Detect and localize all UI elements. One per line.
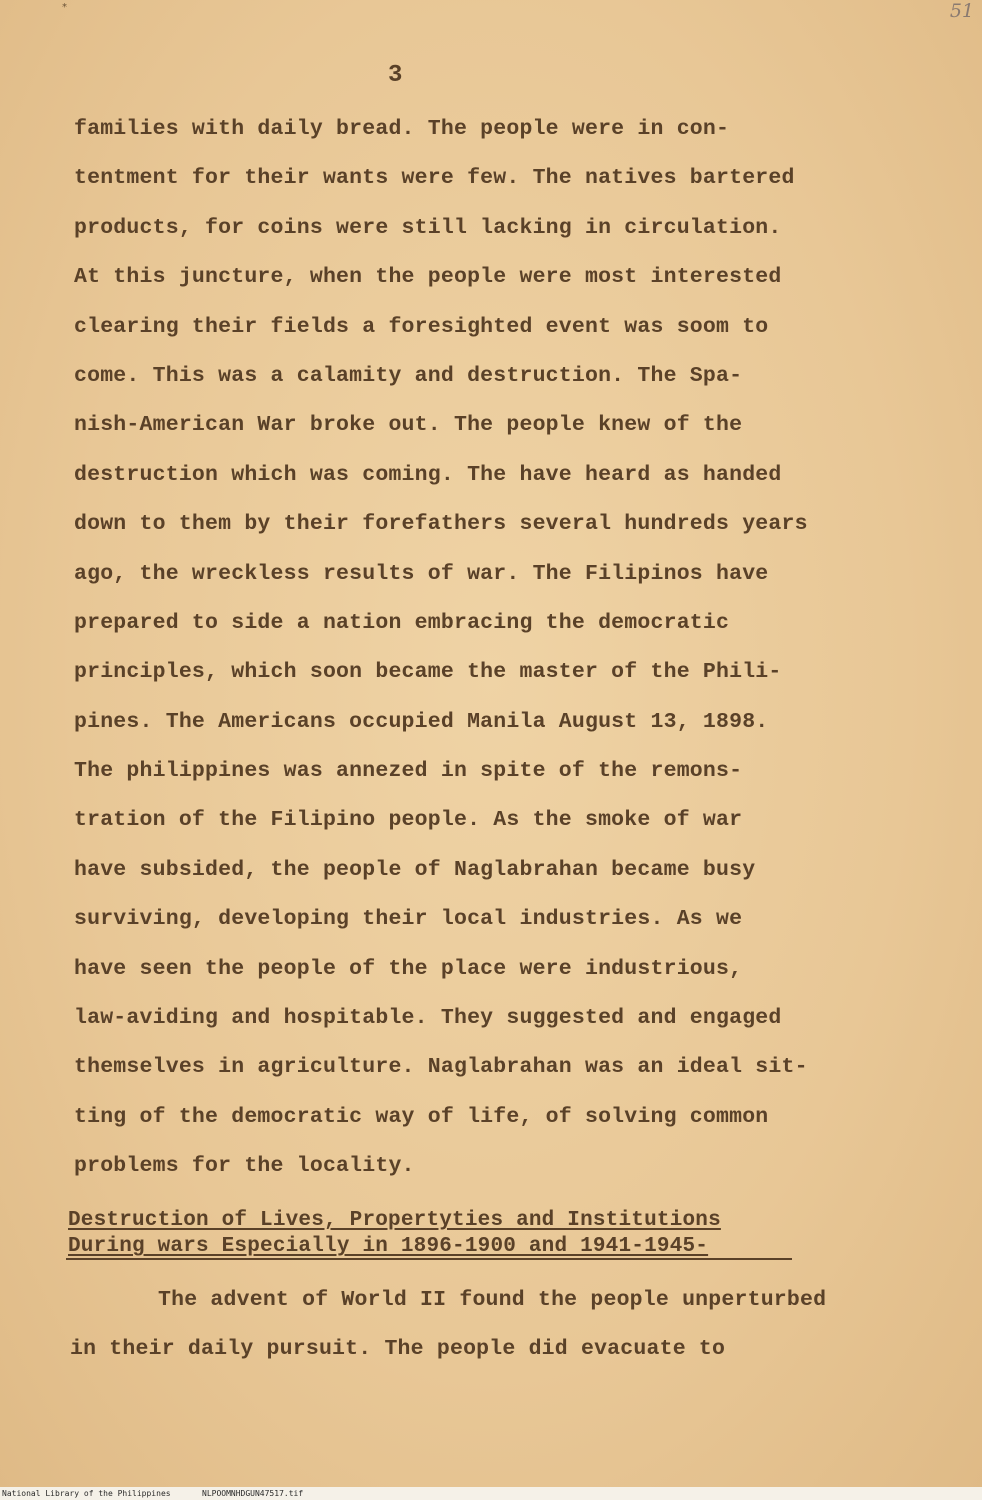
- text-line: prepared to side a nation embracing the democratic: [74, 610, 730, 635]
- text-line: The philippines was annezed in spite of the remons-: [74, 759, 743, 784]
- text-line: tration of the Filipino people. As the smoke of war: [74, 808, 743, 833]
- footer-source: National Library of the Philippines: [2, 1489, 171, 1498]
- text-line: surviving, developing their local industries. As we: [74, 907, 743, 932]
- text-line: have seen the people of the place were industrious,: [74, 956, 743, 981]
- text-line: themselves in agriculture. Naglabrahan was an ideal sit-: [74, 1055, 808, 1080]
- text-line: problems for the locality.: [74, 1154, 415, 1179]
- archive-page-mark: 51: [949, 0, 974, 22]
- text-line: clearing their fields a foresighted event was soom to: [74, 314, 769, 339]
- heading-underline: [66, 1258, 792, 1260]
- paragraph-2: [70, 1284, 826, 1382]
- paragraph-1: [74, 113, 808, 1200]
- text-line: tentment for their wants were few. The natives bartered: [74, 166, 795, 191]
- text-line: down to them by their forefathers several hundreds years: [74, 512, 808, 537]
- text-line: nish-American War broke out. The people knew of the: [74, 413, 743, 438]
- corner-mark: *: [62, 2, 67, 13]
- scan-footer: [0, 1487, 982, 1500]
- section-heading: [68, 1208, 721, 1260]
- text-line: The advent of World II found the people unperturbed: [158, 1288, 827, 1312]
- text-line: products, for coins were still lacking in circulation.: [74, 215, 782, 240]
- text-line: come. This was a calamity and destruction. The Spa-: [74, 363, 743, 388]
- text-line: law-aviding and hospitable. They suggested and engaged: [74, 1006, 782, 1031]
- text-line: pines. The Americans occupied Manila August 13, 1898.: [74, 709, 769, 734]
- footer-filename: NLPOOMNHDGUN47517.tif: [202, 1489, 304, 1498]
- text-line: ago, the wreckless results of war. The Filipinos have: [74, 561, 769, 586]
- heading-line: During wars Especially in 1896-1900 and 1941-1945-: [68, 1235, 709, 1258]
- text-line: have subsided, the people of Naglabrahan became busy: [74, 857, 756, 882]
- text-line: At this juncture, when the people were most interested: [74, 265, 782, 290]
- text-line: in their daily pursuit. The people did evacuate to: [70, 1337, 726, 1361]
- heading-line: Destruction of Lives, Propertyties and Institutions: [68, 1209, 721, 1232]
- text-line: principles, which soon became the master of the Phili-: [74, 660, 782, 685]
- text-line: families with daily bread. The people were in con-: [74, 117, 730, 141]
- text-line: ting of the democratic way of life, of solving common: [74, 1104, 769, 1129]
- page-number: 3: [388, 62, 403, 89]
- text-line: destruction which was coming. The have heard as handed: [74, 462, 782, 487]
